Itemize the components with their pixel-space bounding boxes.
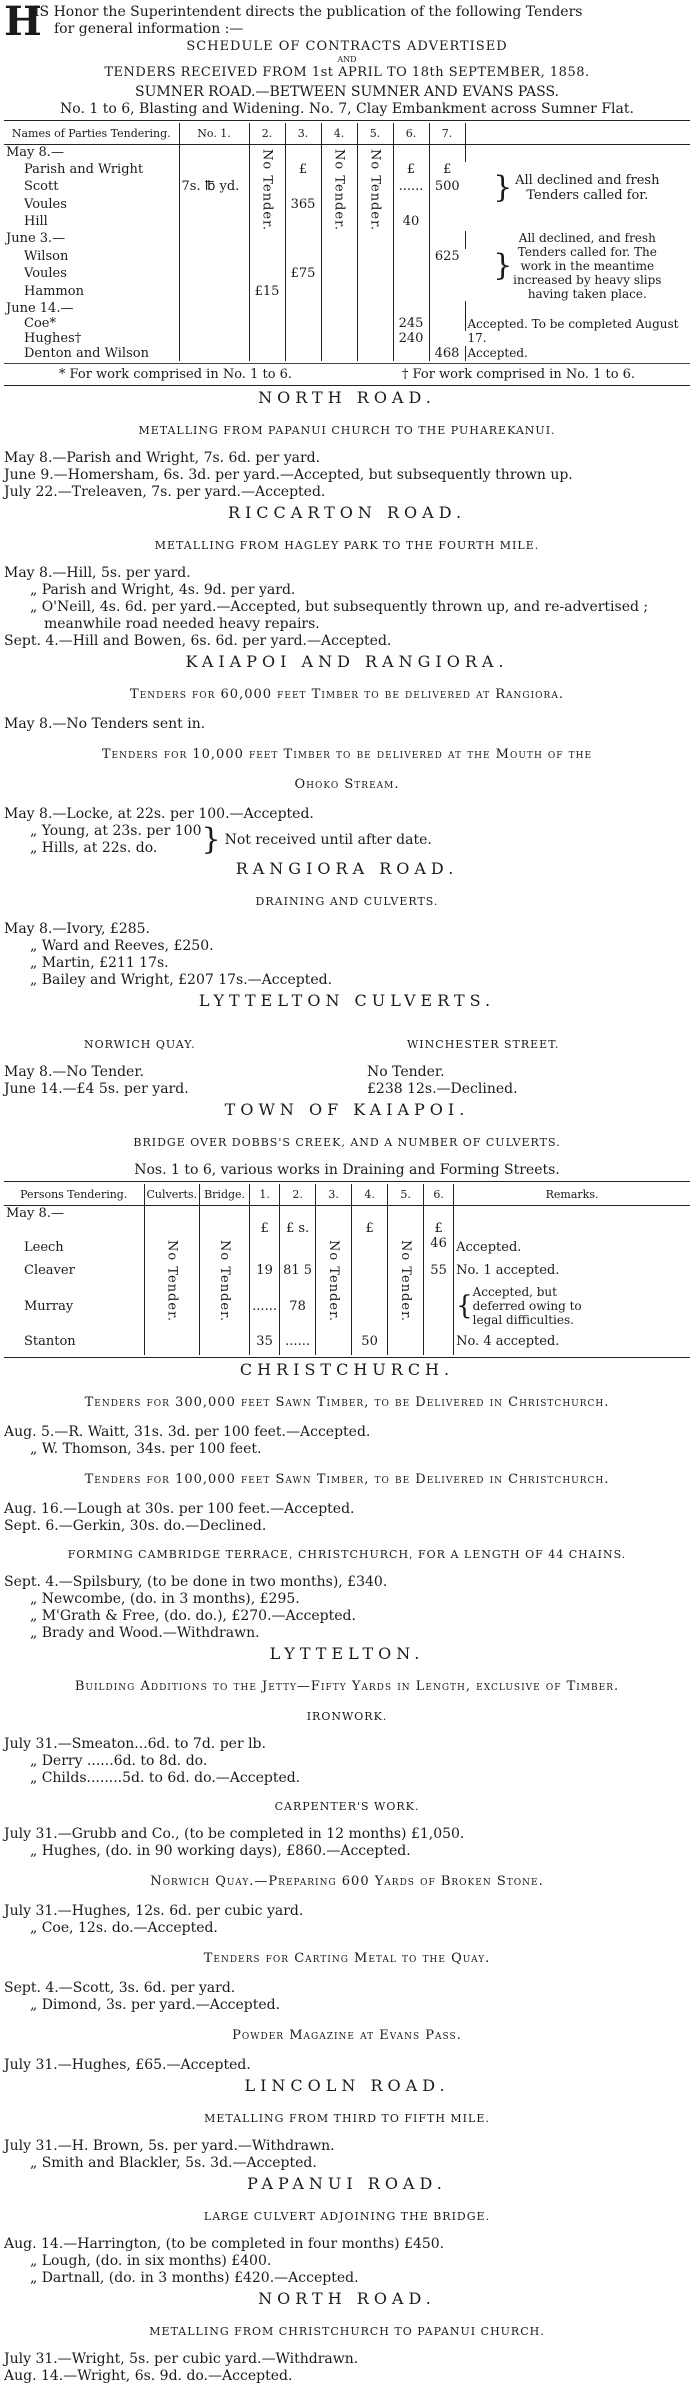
- entry-line: Sept. 4.—Hill and Bowen, 6s. 6d. per yard.—Accepted.: [4, 633, 392, 649]
- lyttelton-sub4: Tenders for Carting Metal to the Quay.: [203, 1951, 491, 1966]
- cell-value: 625: [434, 248, 460, 264]
- tenderer-name: Cleaver: [4, 1255, 144, 1285]
- footnote-2: † For work comprised in No. 1 to 6.: [401, 367, 636, 382]
- braced-remark: Not received until after date.: [224, 831, 432, 848]
- christchurch-sub1: Tenders for 300,000 feet Sawn Timber, to be Delivered in Christchurch.: [84, 1395, 610, 1410]
- cell-value: 365: [285, 197, 321, 214]
- table-row: [4, 316, 690, 331]
- entry-line: „ Parish and Wright, 4s. 9d. per yard.: [30, 582, 296, 598]
- entry-line: July 22.—Treleaven, 7s. per yard.—Accepted.: [4, 484, 326, 500]
- entry-line: „ Dimond, 3s. per yard.—Accepted.: [30, 1997, 281, 2013]
- christchurch-sub2: Tenders for 100,000 feet Sawn Timber, to be Delivered in Christchurch.: [84, 1472, 610, 1487]
- entry-line: May 8.—No Tender.: [4, 1064, 144, 1080]
- cell-value: £: [285, 162, 321, 179]
- table-row: [4, 301, 690, 316]
- sumner-remark-1: All declined and fresh Tenders called for.: [515, 173, 660, 203]
- header-culverts: Culverts.: [144, 1184, 200, 1206]
- header-3: 3.: [316, 1184, 352, 1206]
- braced-group: [4, 823, 690, 857]
- remark-cell: No. 4 accepted.: [456, 1333, 560, 1349]
- sumner-footnotes: [4, 366, 690, 383]
- entry-line: Aug. 14.—Harrington, (to be completed in four months) £450.: [4, 2236, 445, 2252]
- header-persons: Persons Tendering.: [4, 1184, 144, 1206]
- cell-value: 500: [434, 179, 460, 195]
- remark-cell: Accepted.: [456, 1240, 522, 1255]
- entry-line: July 31.—Grubb and Co., (to be completed in 12 months) £1,050.: [4, 1826, 465, 1842]
- sumner-table: [4, 123, 690, 361]
- schedule-title: SCHEDULE OF CONTRACTS ADVERTISED: [186, 39, 508, 54]
- no-tender-bridge: No Tender.: [217, 1239, 233, 1322]
- header-6: 6.: [424, 1184, 454, 1206]
- entry-line: Sept. 6.—Gerkin, 30s. do.—Declined.: [4, 1518, 267, 1534]
- entry-line: Aug. 14.—Wright, 6s. 9d. do.—Accepted.: [4, 2368, 293, 2384]
- tenderer-name: Hill: [4, 214, 179, 231]
- christchurch-title: CHRISTCHURCH.: [239, 1360, 455, 1379]
- no-tender-3: No Tender.: [326, 1239, 342, 1322]
- cell-value: 81 5: [280, 1255, 316, 1285]
- north-road-title: NORTH ROAD.: [258, 388, 436, 407]
- cell-value: £: [352, 1221, 388, 1255]
- papanui-title: PAPANUI ROAD.: [247, 2174, 447, 2193]
- lyttelton-sub3: Norwich Quay.—Preparing 600 Yards of Broken Stone.: [150, 1874, 544, 1889]
- entry-line: „ Ward and Reeves, £250.: [30, 938, 214, 954]
- intro-line-1: IS Honor the Superintendent directs the publication of the following Tenders: [34, 4, 583, 20]
- header-5: 5.: [357, 123, 393, 145]
- entry-line: „ Dartnall, (do. in 3 months) £420.—Accepted.: [30, 2270, 359, 2286]
- kaiapoi-rangiora-sub2: Tenders for 10,000 feet Timber to be delivered at the Mouth of the: [101, 747, 593, 762]
- tenderer-name: Hughes†: [4, 331, 179, 346]
- entry-line: June 14.—£4 5s. per yard.: [4, 1081, 189, 1097]
- table-row: Murray ...... 78 {Accepted, but deferred owing to legal difficulties.: [4, 1285, 690, 1327]
- christchurch-sub3: FORMING CAMBRIDGE TERRACE, CHRISTCHURCH, FOR A LENGTH OF 44 CHAINS.: [67, 1548, 627, 1561]
- header-5: 5.: [388, 1184, 424, 1206]
- papanui-sub: LARGE CULVERT ADJOINING THE BRIDGE.: [203, 2210, 491, 2223]
- header-remarks: [465, 123, 690, 145]
- entry-line: May 8.—Hill, 5s. per yard.: [4, 565, 191, 581]
- north-road-2-title: NORTH ROAD.: [258, 2289, 436, 2308]
- entry-line: „ Smith and Blackler, 5s. 3d.—Accepted.: [30, 2155, 317, 2171]
- cell-value: 19: [250, 1255, 280, 1285]
- cell-value: 78: [280, 1285, 316, 1327]
- cell-value: £: [443, 162, 452, 178]
- lyttelton-sub2: CARPENTER'S WORK.: [274, 1800, 420, 1813]
- no-tender-col4: No Tender.: [331, 149, 347, 231]
- table-row: [4, 1206, 690, 1222]
- cell-value: 245: [393, 316, 429, 331]
- cell-value: ......: [280, 1327, 316, 1355]
- entry-line: July 31.—Wright, 5s. per cubic yard.—Withdrawn.: [4, 2351, 359, 2367]
- date-label: June 3.—: [4, 231, 179, 249]
- entry-line: „ Derry ......6d. to 8d. do.: [30, 1753, 208, 1769]
- entry-line: „ Childs........5d. to 6d. do.—Accepted.: [30, 1770, 301, 1786]
- entry-line: „ W. Thomson, 34s. per 100 feet.: [30, 1441, 262, 1457]
- tenderer-name: Stanton: [4, 1327, 144, 1355]
- lyttelton-sub1b: IRONWORK.: [306, 1710, 388, 1723]
- entry-line: Sept. 4.—Scott, 3s. 6d. per yard.: [4, 1980, 236, 1996]
- table-row: [4, 346, 690, 361]
- lincoln-title: LINCOLN ROAD.: [244, 2076, 450, 2095]
- entry-line: No Tender.: [367, 1064, 445, 1080]
- cell-value: £ s.: [280, 1221, 316, 1255]
- entry-line: May 8.—No Tenders sent in.: [4, 716, 206, 732]
- tenderer-name: Denton and Wilson: [4, 346, 179, 361]
- date-label: May 8.—: [4, 1206, 144, 1222]
- lyttelton-sub5: Powder Magazine at Evans Pass.: [232, 2028, 462, 2043]
- kaiapoi-table: [4, 1184, 690, 1355]
- kaiapoi-town-sub2: Nos. 1 to 6, various works in Draining and Forming Streets.: [134, 1162, 560, 1178]
- kaiapoi-rangiora-title: KAIAPOI AND RANGIORA.: [185, 652, 509, 671]
- cell-value: £75: [285, 266, 321, 284]
- entry-line: „ M'Grath & Free, (do. do.), £270.—Accepted.: [30, 1608, 356, 1624]
- kaiapoi-town-sub: BRIDGE OVER DOBBS'S CREEK, AND A NUMBER OF CULVERTS.: [133, 1136, 561, 1149]
- entry-line: June 9.—Homersham, 6s. 3d. per yard.—Accepted, but subsequently thrown up.: [4, 467, 573, 483]
- cell-value: 468: [429, 346, 465, 361]
- tenderer-name: Murray: [4, 1285, 144, 1327]
- table-header-row: [4, 123, 690, 145]
- header-2: 2.: [280, 1184, 316, 1206]
- no-tender-5: No Tender.: [398, 1239, 414, 1322]
- entry-line: May 8.—Ivory, £285.: [4, 921, 150, 937]
- cell-value: £ 46: [424, 1221, 454, 1255]
- kaiapoi-town-title: TOWN OF KAIAPOI.: [224, 1100, 470, 1119]
- entry-line: „ Hills, at 22s. do.: [30, 840, 158, 856]
- intro-line-2: for general information :—: [54, 21, 244, 37]
- cell-value: 50: [352, 1327, 388, 1355]
- tenderer-name: Voules: [4, 197, 179, 214]
- sumner-subtitle: No. 1 to 6, Blasting and Widening. No. 7, Clay Embankment across Sumner Flat.: [60, 101, 634, 117]
- cell-value: [179, 162, 249, 179]
- entry-line: meanwhile road needed heavy repairs.: [44, 616, 320, 632]
- entry-line: „ Lough, (do. in six months) £400.: [30, 2253, 272, 2269]
- header-remarks: Remarks.: [454, 1184, 690, 1206]
- culverts-columns: [4, 1025, 690, 1098]
- header-6: 6.: [393, 123, 429, 145]
- divider: [4, 120, 690, 121]
- cell-value: [285, 179, 321, 196]
- winchester-street-head: WINCHESTER STREET.: [407, 1038, 560, 1051]
- lyttelton-culverts-title: LYTTELTON CULVERTS.: [198, 991, 496, 1010]
- no-tender-col5: No Tender.: [367, 149, 383, 231]
- drop-cap: H: [4, 0, 42, 45]
- rangiora-road-title: RANGIORA ROAD.: [235, 859, 459, 878]
- brace-glyph: }: [201, 822, 221, 857]
- kaiapoi-rangiora-sub1: Tenders for 60,000 feet Timber to be delivered at Rangiora.: [130, 687, 564, 702]
- header-4: 4.: [352, 1184, 388, 1206]
- header-bridge: Bridge.: [200, 1184, 250, 1206]
- sumner-remark-2: All declined, and fresh Tenders called for. The work in the meantime increased by heavy slips having taken place.: [513, 231, 662, 301]
- header-2: 2.: [249, 123, 285, 145]
- tenderer-name: Scott: [4, 179, 179, 196]
- entry-line: „ Newcombe, (do. in 3 months), £295.: [30, 1591, 300, 1607]
- entry-line: July 31.—Smeaton...6d. to 7d. per lb.: [4, 1736, 266, 1752]
- entry-line: Aug. 16.—Lough at 30s. per 100 feet.—Accepted.: [4, 1501, 355, 1517]
- sumner-title: SUMNER ROAD.—BETWEEN SUMNER AND EVANS PASS.: [135, 84, 559, 100]
- entry-line: „ Hughes, (do. in 90 working days), £860.—Accepted.: [30, 1843, 411, 1859]
- riccarton-sub: METALLING FROM HAGLEY PARK TO THE FOURTH MILE.: [154, 539, 540, 552]
- lyttelton-title: LYTTELTON.: [269, 1644, 425, 1663]
- entry-line: July 31.—Hughes, 12s. 6d. per cubic yard.: [4, 1903, 304, 1919]
- date-label: June 14.—: [4, 301, 179, 316]
- entry-line: £238 12s.—Declined.: [367, 1081, 518, 1097]
- table-header-row: [4, 1184, 690, 1206]
- entry-line: May 8.—Locke, at 22s. per 100.—Accepted.: [4, 806, 314, 822]
- entry-line: Aug. 5.—R. Waitt, 31s. 3d. per 100 feet.—Accepted.: [4, 1424, 371, 1440]
- cell-value: 7s. ℔ yd.: [179, 179, 249, 196]
- kaiapoi-rangiora-sub2b: Ohoko Stream.: [294, 777, 400, 792]
- north-road-2-sub: METALLING FROM CHRISTCHURCH TO PAPANUI CHURCH.: [149, 2325, 545, 2338]
- entry-line: „ Martin, £211 17s.: [30, 955, 169, 971]
- header-no1: No. 1.: [179, 123, 249, 145]
- lincoln-sub: METALLING FROM THIRD TO FIFTH MILE.: [204, 2112, 490, 2125]
- tenderer-name: Hammon: [4, 284, 179, 302]
- cell-value: 40: [393, 214, 429, 231]
- cell-value: £: [250, 1221, 280, 1255]
- header-4: 4.: [321, 123, 357, 145]
- remark-cell: Accepted, but deferred owing to legal difficulties.: [472, 1285, 582, 1327]
- entry-line: „ Brady and Wood.—Withdrawn.: [30, 1625, 260, 1641]
- cell-value: £: [393, 162, 429, 179]
- entry-line: May 8.—Parish and Wright, 7s. 6d. per yard.: [4, 450, 321, 466]
- cell-value: £15: [249, 284, 285, 302]
- entry-line: Sept. 4.—Spilsbury, (to be done in two months), £340.: [4, 1574, 388, 1590]
- intro-block: [4, 0, 690, 45]
- header-7: 7.: [429, 123, 465, 145]
- norwich-quay-head: NORWICH QUAY.: [84, 1038, 196, 1051]
- entry-line: „ Coe, 12s. do.—Accepted.: [30, 1920, 218, 1936]
- header-3: 3.: [285, 123, 321, 145]
- cell-value: ......: [393, 179, 429, 196]
- no-tender-culverts: No Tender.: [164, 1239, 180, 1322]
- table-row: May 8.— No Tender. No Tender. No Tender. } All declined and fresh Tenders called for.: [4, 145, 690, 163]
- divider: [4, 363, 690, 364]
- divider: [4, 1357, 690, 1358]
- tenderer-name: Voules: [4, 266, 179, 284]
- tenderer-name: Coe*: [4, 316, 179, 331]
- table-row: June 3.— }All declined, and fresh Tenders called for. The work in the meantime increased by heavy slips having taken place.: [6, 231, 662, 301]
- lyttelton-sub1: Building Additions to the Jetty—Fifty Yards in Length, exclusive of Timber.: [74, 1679, 620, 1694]
- sumner-remark-3: Accepted. To be completed August 17.: [467, 317, 679, 345]
- cell-value: ......: [250, 1285, 280, 1327]
- schedule-and: AND: [337, 55, 357, 64]
- sumner-remark-4: Accepted.: [467, 346, 528, 360]
- divider: [4, 385, 690, 386]
- tenderer-name: Parish and Wright: [4, 162, 179, 179]
- tenderer-name: Wilson: [4, 249, 179, 267]
- entry-line: „ Young, at 23s. per 100: [30, 823, 202, 839]
- cell-value: 240: [393, 331, 429, 346]
- footnote-1: * For work comprised in No. 1 to 6.: [58, 367, 293, 382]
- divider: [4, 1181, 690, 1182]
- remark-cell: No. 1 accepted.: [456, 1262, 560, 1278]
- no-tender-col2: No Tender.: [259, 149, 275, 231]
- entry-line: „ O'Neill, 4s. 6d. per yard.—Accepted, but subsequently thrown up, and re-advertised ;: [30, 599, 649, 615]
- riccarton-title: RICCARTON ROAD.: [227, 503, 467, 522]
- entry-line: July 31.—Hughes, £65.—Accepted.: [4, 2057, 251, 2073]
- header-names: Names of Parties Tendering.: [4, 123, 179, 145]
- cell-value: 35: [250, 1327, 280, 1355]
- north-road-sub: METALLING FROM PAPANUI CHURCH TO THE PUHAREKANUI.: [138, 424, 556, 437]
- tenderer-name: Leech: [4, 1221, 144, 1255]
- tenders-received-title: TENDERS RECEIVED FROM 1st APRIL TO 18th SEPTEMBER, 1858.: [104, 65, 590, 80]
- entry-line: „ Bailey and Wright, £207 17s.—Accepted.: [30, 972, 333, 988]
- cell-value: 55: [424, 1255, 454, 1285]
- date-label: May 8.—: [4, 145, 179, 163]
- rangiora-road-sub: DRAINING AND CULVERTS.: [255, 895, 439, 908]
- header-1: 1.: [250, 1184, 280, 1206]
- entry-line: July 31.—H. Brown, 5s. per yard.—Withdrawn.: [4, 2138, 335, 2154]
